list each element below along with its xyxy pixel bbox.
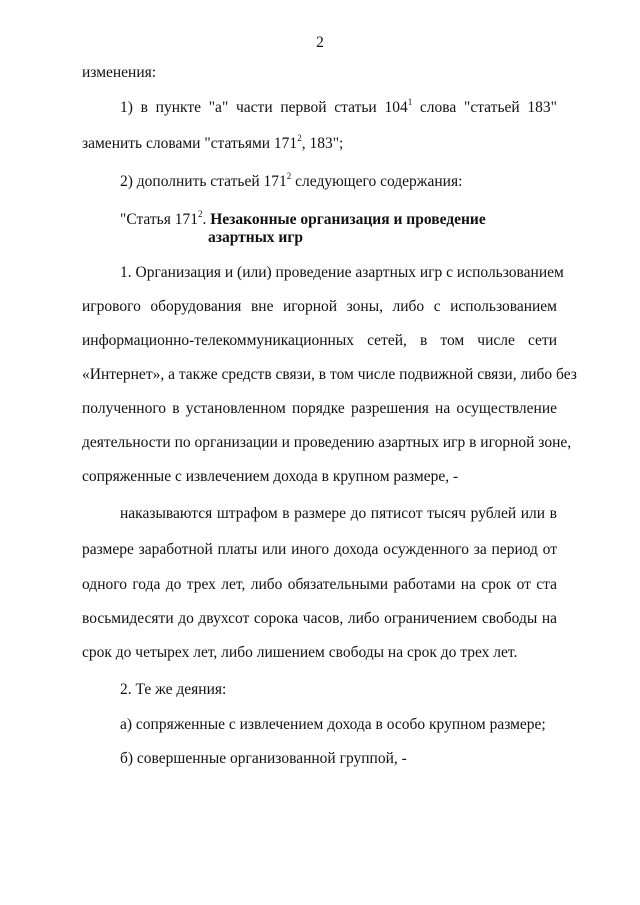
amendment-item-1 [120,99,557,117]
text-line: б) совершенные организованной группой, - [120,750,407,767]
superscript: 1 [407,97,413,107]
amendment-item-2 [120,173,462,191]
text-line: деятельности по организации и проведению азартных игр в игорной зоне, [82,434,572,451]
page-number: 2 [316,34,324,51]
text-line: «Интернет», а также средств связи, в том числе подвижной связи, либо без [82,366,577,383]
text-line [82,135,343,153]
text-fragment: 2) дополнить статьей 171 [120,173,287,190]
text-line: наказываются штрафом в размере до пятисот тысяч рублей или в [120,505,557,522]
text-line: срок до четырех лет, либо лишением свободы на срок до трех лет. [82,644,518,661]
text-line: полученного в установленном порядке разрешения на осуществление [82,400,557,417]
text-line: информационно-телекоммуникационных сетей, в том числе сети [82,332,557,349]
text-line: восьмидесяти до двухсот сорока часов, либо ограничением свободы на [82,610,557,627]
article-title-continued: азартных игр [208,229,304,246]
text-line: сопряженные с извлечением дохода в крупном размере, - [82,468,459,485]
text-line: а) сопряженные с извлечением дохода в особо крупном размере; [120,716,546,733]
text-line: игрового оборудования вне игорной зоны, либо с использованием [82,298,557,315]
text-line: 1. Организация и (или) проведение азартных игр с использованием [120,264,564,281]
text-fragment: , 183"; [301,135,344,152]
text-line: размере заработной платы или иного дохода осужденного за период от [82,541,557,558]
text-line: одного года до трех лет, либо обязательными работами на срок от ста [82,576,557,593]
text-fragment: "Статья 171 [120,211,198,228]
text-fragment: изменения: [82,64,157,81]
text-fragment: слова "статьей 183" [412,99,557,116]
text-line [82,64,156,82]
superscript: 2 [286,171,292,181]
text-fragment: 1) в пункте "а" части первой статьи 104 [120,99,408,116]
article-heading [120,211,486,229]
article-title: Незаконные организация и проведение [210,211,486,228]
text-line: 2. Те же деяния: [120,681,227,698]
superscript: 2 [198,209,203,219]
text-fragment: . [202,211,211,228]
text-fragment: заменить словами "статьями 171 [82,135,298,152]
text-fragment: следующего содержания: [291,173,463,190]
superscript: 2 [297,133,302,143]
